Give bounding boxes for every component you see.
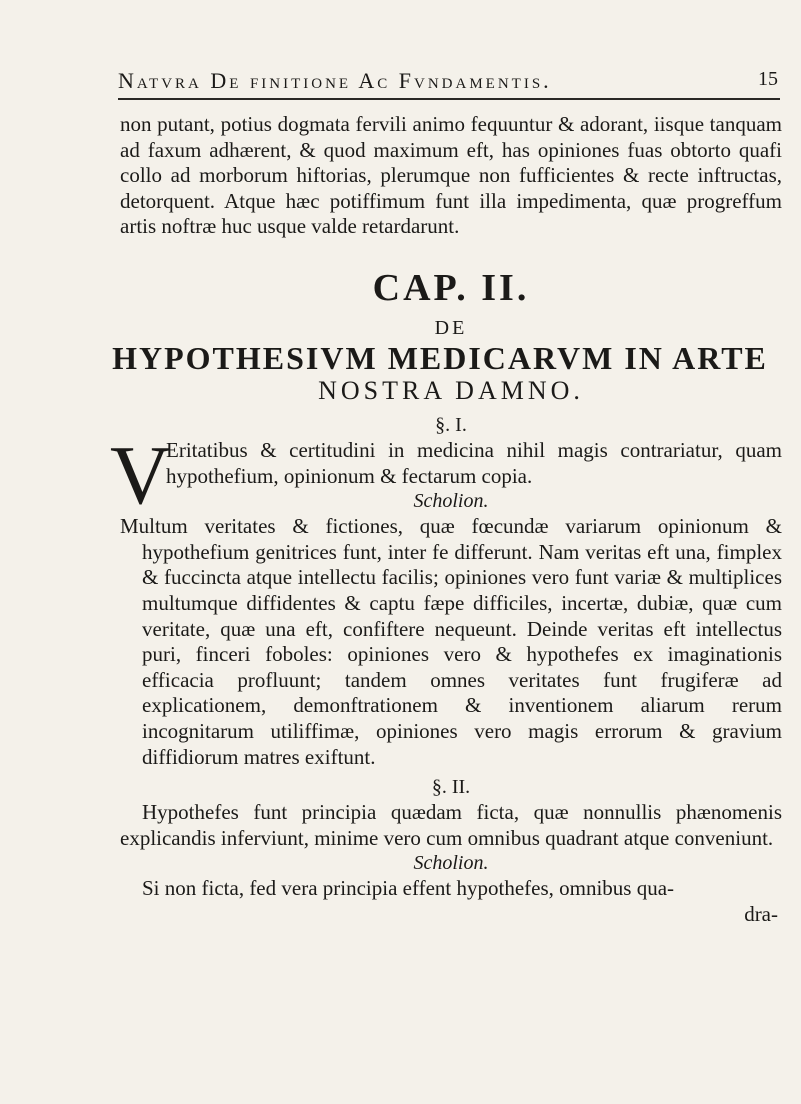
drop-cap: V (110, 428, 171, 522)
chapter-de: DE (434, 316, 468, 339)
page-number: 15 (758, 68, 778, 90)
scholion-text-2: Si non ficta, fed vera principia effent hypothefes, omnibus qua- (142, 876, 675, 901)
chapter-heading: CAP. II. (372, 266, 530, 309)
section2-text: Hypothefes funt principia quædam ficta, quæ nonnullis phænomenis explicandis inferviunt, minime vero cum omnibus quadrant atque conveniunt. (120, 800, 782, 850)
section-mark-2: §. II. (431, 776, 471, 799)
header-rule (118, 98, 780, 100)
scholion-label-1: Scholion. (413, 490, 489, 513)
intro-paragraph: non putant, potius dogmata fervili animo fequuntur & adorant, iisque tanquam ad faxum adhærent, & quod maximum eft, has opiniones fuas obtorto quafi collo ad morborum hiftorias, plerumque non fufficientes & recte inftructas, detorquent. Atque hæc potiffimum funt illa impedimenta, quæ progreffum artis noftræ huc usque valde retardarunt. (120, 112, 782, 239)
chapter-title-line1: HYPOTHESIVM MEDICARVM IN ARTE (112, 339, 768, 376)
scholion-label-2: Scholion. (413, 852, 489, 875)
catchword: dra- (744, 901, 778, 926)
section-mark-1: §. I. (435, 413, 467, 436)
running-title: Natvra De finitione Ac Fvndamentis. (118, 68, 552, 93)
chapter-title-line2: NOSTRA DAMNO. (318, 375, 584, 405)
page-body (110, 112, 782, 927)
scholion-text-1: Multum veritates & fictiones, quæ fœcundæ variarum opinionum & hypothefium genitrices funt, inter fe differunt. Nam veritas eft una, fimplex & fuccincta atque intellectu facilis; opiniones vero funt variæ & multiplices multumque diffidentes & captu fæpe difficiles, incertæ, dubiæ, quæ cum veritate, quæ una eft, confiftere nequeunt. Deinde veritas eft intellectus puri, finceri foboles: opiniones vero & hypothefes ex imaginationis efficacia profluunt; tandem omnes veritates funt frugiferæ ad explicationem, demonftrationem & inventionem aliarum rerum incognitarum utiliffimæ, opiniones vero magis errorum & gravium diffidiorum matres exiftunt. (120, 514, 782, 769)
running-header (118, 68, 778, 94)
section1-text: Eritatibus & certitudini in medicina nihil magis contrariatur, quam hypothefium, opinionum & fectarum copia. (166, 437, 782, 488)
